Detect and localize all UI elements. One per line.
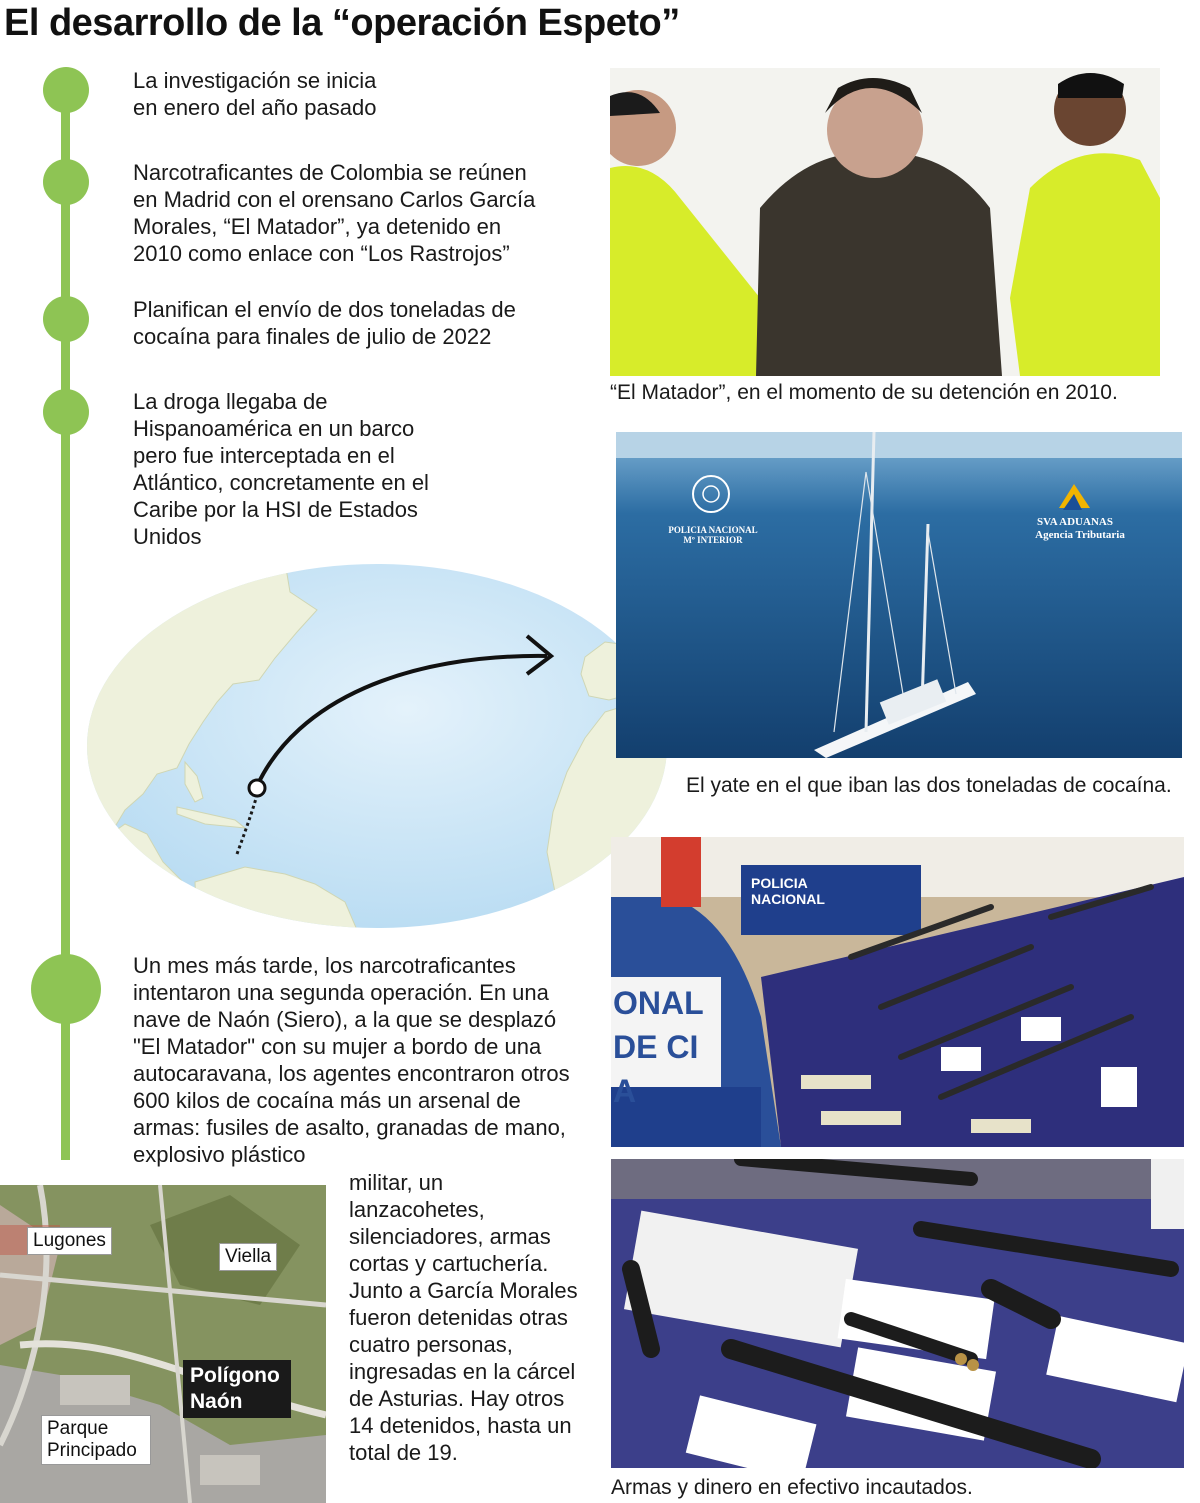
map-label-parque-principado: Parque Principado (41, 1415, 151, 1465)
arrest-photo (610, 68, 1160, 376)
timeline-dot-5 (31, 954, 101, 1024)
customs-logo-line2: Agencia Tributaria (1035, 529, 1125, 541)
map-label-lugones: Lugones (27, 1227, 112, 1255)
timeline-step-3: Planifican el envío de dos toneladas de cocaína para finales de julio de 2022 (133, 297, 516, 349)
timeline-dot-1 (43, 67, 89, 113)
timeline-dot-3 (43, 296, 89, 342)
naon-line1: Polígono (190, 1364, 280, 1387)
origin-point-icon (249, 780, 265, 796)
page-title: El desarrollo de la “operación Espeto” (4, 2, 680, 44)
atlantic-route-map (85, 562, 670, 930)
weapons-photo (611, 1159, 1184, 1468)
yacht-caption: El yate en el que iban las dos toneladas de cocaína. (686, 774, 1172, 797)
map-label-viella: Viella (219, 1243, 277, 1271)
timeline-step-5-continued: militar, un lanzacohetes, silenciadores, armas cortas y cartuchería. Junto a García Morales fueron detenidas otras cuatro personas, ingresadas en la cárcel de Asturias. Hay otros 14 detenidos, hasta un total de 19. (349, 1170, 578, 1465)
yacht-photo (616, 432, 1182, 758)
police-logo-line1: POLICIA NACIONAL (668, 525, 758, 535)
weapons-caption: Armas y dinero en efectivo incautados. (611, 1476, 973, 1499)
vest-text: ONAL DE CIA (613, 985, 704, 1109)
timeline-dot-4 (43, 389, 89, 435)
customs-logo-line1: SVA ADUANAS (1037, 516, 1113, 528)
naon-aerial-map (0, 1185, 326, 1503)
timeline-step-5: Un mes más tarde, los narcotraficantes intentaron una segunda operación. En una nave de Naón (Siero), a la que se desplazó "El Matador" con su mujer a bordo de una autocaravana, los agentes encontraron otros 600 kilos de cocaína más un arsenal de armas: fusiles de asalto, granadas de mano, explosivo plástico (133, 953, 570, 1167)
map-label-poligono-naon (183, 1360, 291, 1418)
arsenal-photo (611, 837, 1184, 1147)
timeline-step-4: La droga llegaba de Hispanoamérica en un barco pero fue interceptada en el Atlántico, concretamente en el Caribe por la HSI de Estados Unidos (133, 389, 429, 549)
naon-line2: Naón (190, 1390, 243, 1413)
timeline-step-2: Narcotraficantes de Colombia se reúnen en Madrid con el orensano Carlos García Morales, “El Matador”, ya detenido en 2010 como enlace con “Los Rastrojos” (133, 160, 536, 266)
arrest-caption: “El Matador”, en el momento de su detención en 2010. (610, 381, 1118, 404)
police-logo-line2: Mº INTERIOR (683, 535, 743, 545)
police-sign-text: POLICIA NACIONAL (751, 875, 825, 907)
timeline-dot-2 (43, 159, 89, 205)
timeline-step-1: La investigación se inicia en enero del año pasado (133, 68, 377, 120)
